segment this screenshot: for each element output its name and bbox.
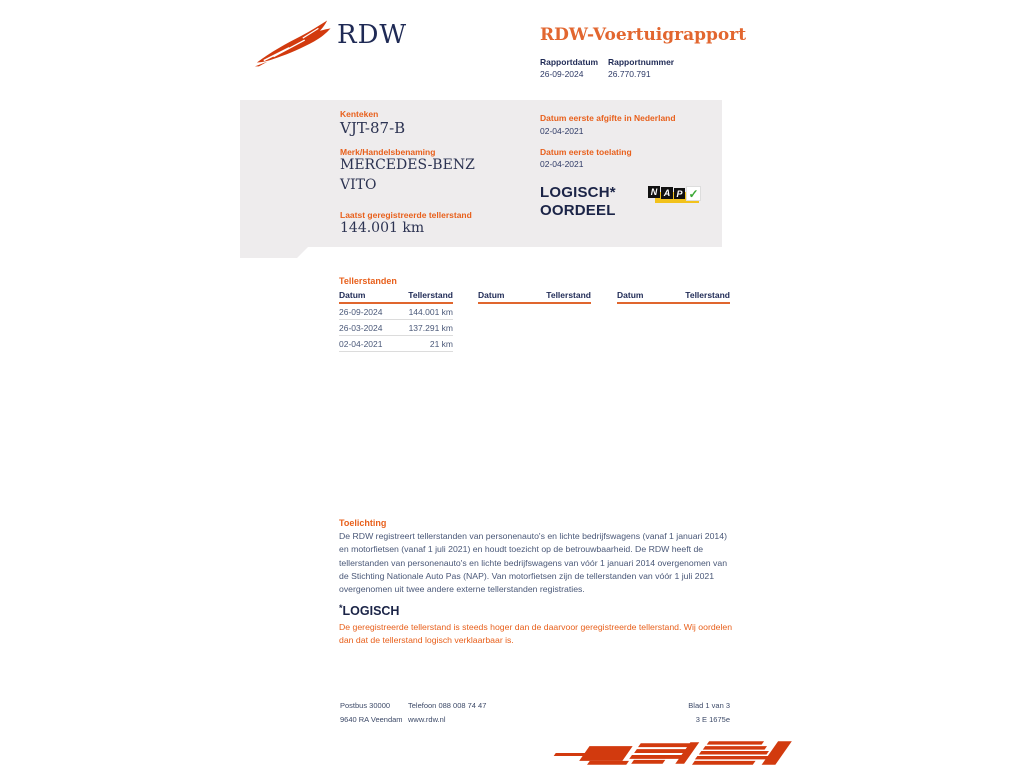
toelating-label: Datum eerste toelating bbox=[540, 147, 632, 157]
footer-page-indicator: Blad 1 van 3 bbox=[688, 701, 730, 710]
col-header-tellerstand: Tellerstand bbox=[408, 290, 453, 300]
merk-label: Merk/Handelsbenaming bbox=[340, 147, 436, 157]
oordeel-line2: OORDEEL bbox=[540, 202, 616, 219]
oordeel-verdict bbox=[540, 184, 616, 220]
report-number-label: Rapportnummer bbox=[608, 57, 675, 67]
afgifte-label: Datum eerste afgifte in Nederland bbox=[540, 113, 676, 123]
report-number-value: 26.770.791 bbox=[608, 69, 651, 79]
cell-tellerstand: 137.291 km bbox=[408, 322, 453, 333]
report-date-label: Rapportdatum bbox=[540, 57, 599, 67]
footer-address-line2: 9640 RA Veendam bbox=[340, 715, 403, 724]
table-header-row bbox=[339, 290, 453, 304]
merk-value-line2: VITO bbox=[340, 177, 377, 193]
rdw-wing-logo-icon bbox=[254, 18, 334, 68]
footer-address-line1: Postbus 30000 bbox=[340, 701, 391, 710]
col-header-datum: Datum bbox=[339, 290, 366, 300]
tellerstanden-table-group-3 bbox=[617, 290, 730, 304]
table-row bbox=[339, 304, 453, 320]
logisch-note-body: De geregistreerde tellerstand is steeds hoger dan de daarvoor geregistreerde tellerstand. Wij oordelen dan dat de tellerstand logisch verklaarbaar is. bbox=[339, 622, 733, 646]
table-header-row bbox=[478, 290, 591, 304]
kenteken-value: VJT-87-B bbox=[340, 119, 406, 137]
rdw-logotype: RDW bbox=[337, 20, 408, 50]
toelichting-body: De RDW registreert tellerstanden van personenauto's en lichte bedrijfswagens (vanaf 1 januari 2014) en motorfietsen (vanaf 1 juli 2021) en houdt toezicht op de betrouwbaarheid. De RDW heeft de tellerstanden van personenauto's en lichte bedrijfswagens van vóór 1 januari 2014 overgenomen van de Stichting Nationale Auto Pas (NAP). Van motorfietsen zijn de tellerstanden van vóór 1 juli 2021 overgenomen uit twee andere externe tellerstanden registraties. bbox=[339, 531, 728, 595]
vehicle-summary-box bbox=[240, 100, 722, 247]
nap-letter-p: P bbox=[674, 188, 685, 199]
toelichting-title: Toelichting bbox=[339, 518, 387, 528]
tellerstand-value: 144.001 km bbox=[340, 220, 425, 236]
table-row bbox=[339, 336, 453, 352]
cell-datum: 26-03-2024 bbox=[339, 322, 383, 333]
kenteken-label: Kenteken bbox=[340, 109, 379, 119]
cell-tellerstand: 21 km bbox=[429, 338, 453, 349]
col-header-datum: Datum bbox=[478, 290, 505, 300]
report-date-value: 26-09-2024 bbox=[540, 69, 584, 79]
logisch-note-title bbox=[339, 603, 399, 618]
footer-doc-code: 3 E 1675e bbox=[695, 715, 730, 724]
tellerstanden-table-group-2 bbox=[478, 290, 591, 304]
tellerstanden-table-group-1 bbox=[339, 290, 453, 352]
cell-datum: 02-04-2021 bbox=[339, 338, 383, 349]
report-title: RDW-Voertuigrapport bbox=[540, 25, 747, 45]
col-header-tellerstand: Tellerstand bbox=[546, 290, 591, 300]
merk-value-line1: MERCEDES-BENZ bbox=[340, 157, 475, 173]
tellerstand-label: Laatst geregistreerde tellerstand bbox=[340, 210, 472, 220]
toelating-value: 02-04-2021 bbox=[540, 159, 584, 169]
nap-letter-a: A bbox=[661, 187, 673, 199]
table-row bbox=[339, 320, 453, 336]
afgifte-value: 02-04-2021 bbox=[540, 126, 584, 136]
cell-datum: 26-09-2024 bbox=[339, 306, 383, 317]
col-header-datum: Datum bbox=[617, 290, 644, 300]
logisch-note-asterisk: * bbox=[339, 603, 343, 613]
oordeel-line1: LOGISCH* bbox=[540, 184, 616, 201]
logisch-note-word: LOGISCH bbox=[342, 604, 400, 618]
nap-letter-n: N bbox=[648, 186, 660, 198]
nap-logo bbox=[648, 184, 700, 208]
decorative-wing-stripes bbox=[538, 738, 793, 768]
footer-website: www.rdw.nl bbox=[408, 715, 446, 724]
col-header-tellerstand: Tellerstand bbox=[685, 290, 730, 300]
table-header-row bbox=[617, 290, 730, 304]
cell-tellerstand: 144.001 km bbox=[408, 306, 453, 317]
footer-phone: Telefoon 088 008 74 47 bbox=[408, 701, 487, 710]
nap-check-icon: ✓ bbox=[686, 186, 701, 201]
tellerstanden-title: Tellerstanden bbox=[339, 276, 397, 286]
